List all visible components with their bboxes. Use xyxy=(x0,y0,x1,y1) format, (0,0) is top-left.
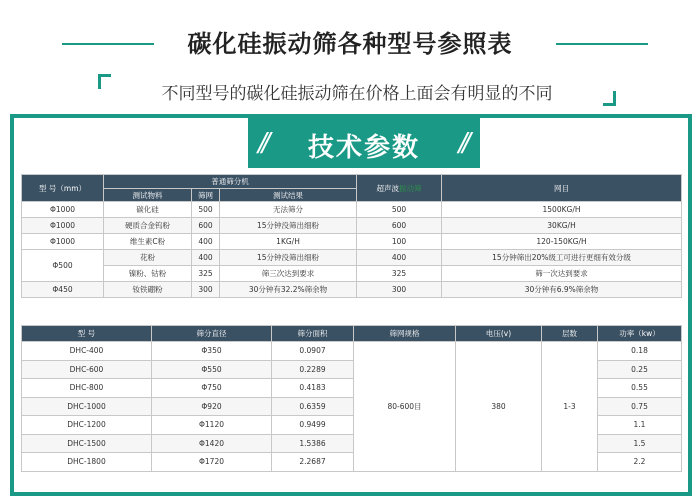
cell-area: 0.2289 xyxy=(272,360,354,379)
title-divider-left xyxy=(62,43,154,45)
cell-material: 硬质合金钨粉 xyxy=(104,218,192,234)
cell-area: 0.6359 xyxy=(272,397,354,416)
cell-layers: 1-3 xyxy=(542,342,598,472)
col-power: 功率（kw） xyxy=(598,326,682,342)
page-title: 碳化硅振动筛各种型号参照表 xyxy=(187,30,513,58)
cell-result: 筛三次达到要求 xyxy=(220,266,357,282)
cell-model: Φ1000 xyxy=(22,218,104,234)
cell-diameter: Φ1720 xyxy=(152,453,272,472)
col-mesh-spec: 筛网规格 xyxy=(354,326,456,342)
ultra-label-a: 超声波 xyxy=(376,183,400,193)
col-result: 测试结果 xyxy=(220,189,357,202)
col-diameter: 筛分直径 xyxy=(152,326,272,342)
cell-power: 1.5 xyxy=(598,434,682,453)
cell-diameter: Φ1120 xyxy=(152,416,272,435)
cell-power: 1.1 xyxy=(598,416,682,435)
cell-capacity: 30分钟有6.9%筛余物 xyxy=(442,282,682,298)
col-mesh: 筛网 xyxy=(192,189,220,202)
table-row xyxy=(22,234,682,250)
bracket-bottom-right xyxy=(603,91,616,106)
subtitle-box xyxy=(98,74,616,106)
subtitle: 不同型号的碳化硅振动筛在价格上面会有明显的不同 xyxy=(161,84,553,104)
col-model: 型 号 xyxy=(22,326,152,342)
cell-mesh: 400 xyxy=(192,250,220,266)
spec-frame xyxy=(10,114,692,496)
cell-ultra: 325 xyxy=(357,266,442,282)
cell-material: 镍粉、钴粉 xyxy=(104,266,192,282)
cell-diameter: Φ1420 xyxy=(152,434,272,453)
cell-ultra: 600 xyxy=(357,218,442,234)
cell-material: 维生素C粉 xyxy=(104,234,192,250)
cell-capacity: 1500KG/H xyxy=(442,202,682,218)
cell-model: Φ450 xyxy=(22,282,104,298)
cell-power: 0.75 xyxy=(598,397,682,416)
cell-power: 0.18 xyxy=(598,342,682,361)
col-material: 测试物料 xyxy=(104,189,192,202)
title-divider-right xyxy=(556,43,648,45)
cell-voltage: 380 xyxy=(456,342,542,472)
cell-diameter: Φ750 xyxy=(152,379,272,398)
table-row xyxy=(22,202,682,218)
col-ultrasonic xyxy=(357,175,442,202)
banner-slash-left-icon: // xyxy=(258,128,266,158)
cell-capacity: 筛一次达到要求 xyxy=(442,266,682,282)
cell-power: 0.25 xyxy=(598,360,682,379)
cell-mesh: 325 xyxy=(192,266,220,282)
table-row xyxy=(22,342,682,361)
cell-result: 30分钟有32.2%筛余物 xyxy=(220,282,357,298)
cell-model: Φ1000 xyxy=(22,202,104,218)
cell-area: 0.4183 xyxy=(272,379,354,398)
banner-slash-right-icon: // xyxy=(458,128,466,158)
cell-area: 0.9499 xyxy=(272,416,354,435)
table-row xyxy=(22,266,682,282)
col-layers: 层数 xyxy=(542,326,598,342)
cell-model: DHC-1500 xyxy=(22,434,152,453)
cell-result: 无法筛分 xyxy=(220,202,357,218)
table-row xyxy=(22,282,682,298)
cell-mesh: 500 xyxy=(192,202,220,218)
col-voltage: 电压(v) xyxy=(456,326,542,342)
test-comparison-table xyxy=(21,174,682,298)
cell-mesh: 600 xyxy=(192,218,220,234)
cell-ultra: 100 xyxy=(357,234,442,250)
cell-model: DHC-1200 xyxy=(22,416,152,435)
cell-model: Φ500 xyxy=(22,250,104,282)
cell-power: 0.55 xyxy=(598,379,682,398)
title-row xyxy=(0,22,700,62)
cell-model: Φ1000 xyxy=(22,234,104,250)
cell-model: DHC-1800 xyxy=(22,453,152,472)
model-spec-table xyxy=(21,325,682,472)
cell-diameter: Φ920 xyxy=(152,397,272,416)
ultra-label-b: 振动筛 xyxy=(399,183,422,193)
cell-area: 2.2687 xyxy=(272,453,354,472)
cell-area: 1.5386 xyxy=(272,434,354,453)
cell-capacity: 120-150KG/H xyxy=(442,234,682,250)
cell-mesh: 400 xyxy=(192,234,220,250)
cell-ultra: 400 xyxy=(357,250,442,266)
cell-capacity: 15分钟筛出20%级工可进行更细有效分级 xyxy=(442,250,682,266)
cell-result: 1KG/H xyxy=(220,234,357,250)
cell-result: 15分钟没筛出细粉 xyxy=(220,250,357,266)
cell-model: DHC-400 xyxy=(22,342,152,361)
cell-diameter: Φ350 xyxy=(152,342,272,361)
cell-ultra: 300 xyxy=(357,282,442,298)
cell-result: 15分钟没筛出细粉 xyxy=(220,218,357,234)
cell-power: 2.2 xyxy=(598,453,682,472)
cell-area: 0.0907 xyxy=(272,342,354,361)
cell-mesh: 300 xyxy=(192,282,220,298)
cell-material: 碳化硅 xyxy=(104,202,192,218)
cell-material: 花粉 xyxy=(104,250,192,266)
col-model: 型 号（mm） xyxy=(22,175,104,202)
cell-capacity: 30KG/H xyxy=(442,218,682,234)
table-row xyxy=(22,250,682,266)
cell-mesh-spec: 80-600目 xyxy=(354,342,456,472)
col-capacity: 网目 xyxy=(442,175,682,202)
banner-title: 技术参数 xyxy=(307,133,420,163)
col-group-normal-screen: 普通筛分机 xyxy=(104,175,357,189)
table-row xyxy=(22,218,682,234)
col-area: 筛分面积 xyxy=(272,326,354,342)
cell-diameter: Φ550 xyxy=(152,360,272,379)
spec-banner xyxy=(248,118,480,168)
cell-model: DHC-600 xyxy=(22,360,152,379)
cell-ultra: 500 xyxy=(357,202,442,218)
cell-model: DHC-800 xyxy=(22,379,152,398)
cell-material: 钕铁硼粉 xyxy=(104,282,192,298)
cell-model: DHC-1000 xyxy=(22,397,152,416)
